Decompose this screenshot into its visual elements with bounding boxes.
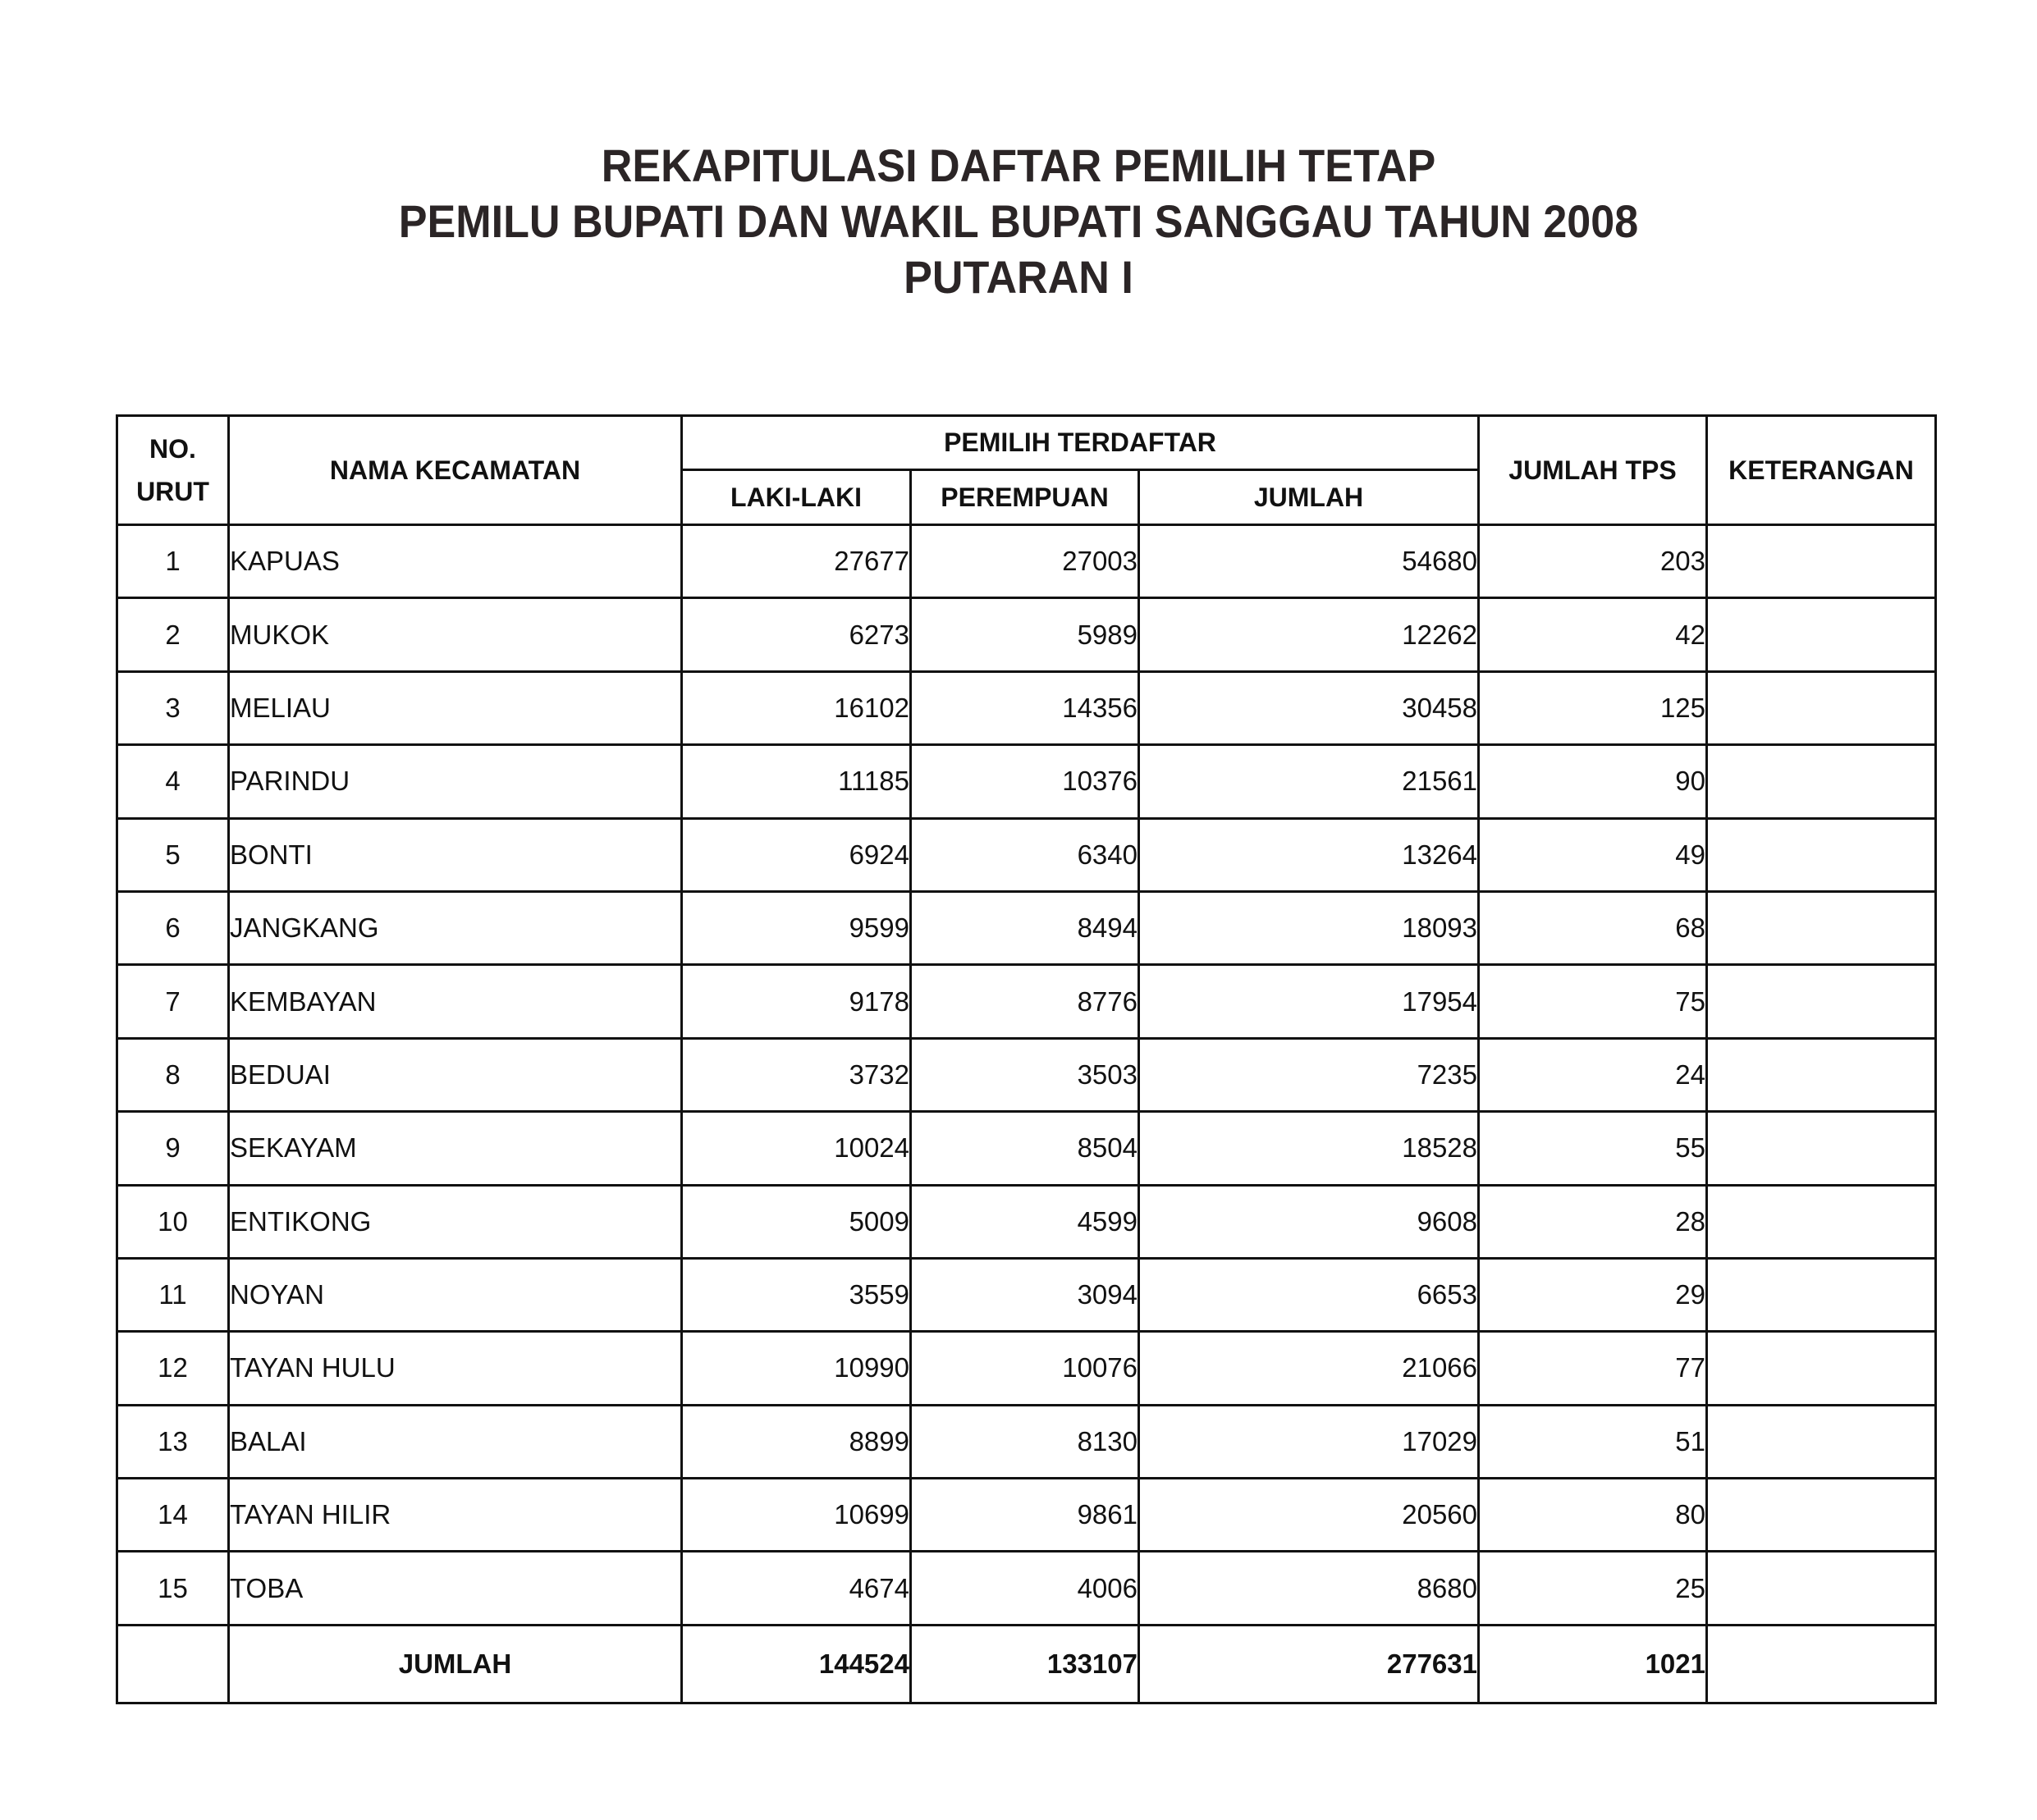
cell-laki-laki: 3559 (682, 1258, 911, 1331)
cell-no: 1 (117, 525, 229, 598)
cell-kecamatan: SEKAYAM (229, 1112, 682, 1185)
cell-jumlah: 17029 (1139, 1405, 1479, 1478)
cell-laki-laki: 16102 (682, 671, 911, 744)
cell-no: 9 (117, 1112, 229, 1185)
cell-no: 7 (117, 965, 229, 1038)
cell-kecamatan: NOYAN (229, 1258, 682, 1331)
cell-jumlah: 17954 (1139, 965, 1479, 1038)
total-label: JUMLAH (229, 1625, 682, 1703)
cell-kecamatan: TAYAN HILIR (229, 1479, 682, 1552)
cell-keterangan (1707, 598, 1936, 671)
total-jumlah: 277631 (1139, 1625, 1479, 1703)
cell-jumlah-tps: 25 (1479, 1552, 1707, 1625)
cell-jumlah: 13264 (1139, 818, 1479, 891)
table-body (117, 525, 1936, 1626)
cell-jumlah-tps: 42 (1479, 598, 1707, 671)
table-row (117, 1112, 1936, 1185)
cell-perempuan: 10076 (911, 1332, 1139, 1405)
cell-no: 5 (117, 818, 229, 891)
cell-perempuan: 4006 (911, 1552, 1139, 1625)
table-header (117, 416, 1936, 525)
cell-kecamatan: BALAI (229, 1405, 682, 1478)
cell-keterangan (1707, 745, 1936, 818)
cell-laki-laki: 5009 (682, 1185, 911, 1258)
cell-jumlah: 6653 (1139, 1258, 1479, 1331)
table-row (117, 745, 1936, 818)
cell-no: 8 (117, 1038, 229, 1111)
table-row (117, 598, 1936, 671)
cell-jumlah: 7235 (1139, 1038, 1479, 1111)
total-no-cell (117, 1625, 229, 1703)
cell-jumlah: 21561 (1139, 745, 1479, 818)
cell-laki-laki: 27677 (682, 525, 911, 598)
cell-kecamatan: ENTIKONG (229, 1185, 682, 1258)
cell-perempuan: 3503 (911, 1038, 1139, 1111)
table-row (117, 1185, 1936, 1258)
cell-jumlah-tps: 24 (1479, 1038, 1707, 1111)
cell-kecamatan: KAPUAS (229, 525, 682, 598)
cell-kecamatan: MELIAU (229, 671, 682, 744)
table-row (117, 1332, 1936, 1405)
table-row (117, 525, 1936, 598)
cell-keterangan (1707, 1332, 1936, 1405)
cell-no: 12 (117, 1332, 229, 1405)
cell-jumlah: 9608 (1139, 1185, 1479, 1258)
table-row (117, 671, 1936, 744)
cell-laki-laki: 10699 (682, 1479, 911, 1552)
total-row (117, 1625, 1936, 1703)
cell-kecamatan: JANGKANG (229, 891, 682, 964)
cell-perempuan: 9861 (911, 1479, 1139, 1552)
cell-no: 14 (117, 1479, 229, 1552)
header-pemilih-terdaftar: PEMILIH TERDAFTAR (682, 416, 1479, 470)
table-row (117, 965, 1936, 1038)
cell-laki-laki: 3732 (682, 1038, 911, 1111)
cell-laki-laki: 6273 (682, 598, 911, 671)
cell-no: 3 (117, 671, 229, 744)
table-row (117, 891, 1936, 964)
cell-laki-laki: 11185 (682, 745, 911, 818)
cell-perempuan: 6340 (911, 818, 1139, 891)
header-laki-laki: LAKI-LAKI (682, 470, 911, 525)
table-row (117, 1405, 1936, 1478)
cell-keterangan (1707, 1258, 1936, 1331)
table-row (117, 1552, 1936, 1625)
title-line-2: PEMILU BUPATI DAN WAKIL BUPATI SANGGAU TAHUN 2008 (398, 195, 1639, 247)
cell-laki-laki: 6924 (682, 818, 911, 891)
cell-keterangan (1707, 1405, 1936, 1478)
cell-keterangan (1707, 965, 1936, 1038)
cell-no: 11 (117, 1258, 229, 1331)
cell-laki-laki: 9178 (682, 965, 911, 1038)
cell-kecamatan: BEDUAI (229, 1038, 682, 1111)
cell-perempuan: 5989 (911, 598, 1139, 671)
total-perempuan: 133107 (911, 1625, 1139, 1703)
cell-keterangan (1707, 1185, 1936, 1258)
cell-no: 13 (117, 1405, 229, 1478)
cell-no: 15 (117, 1552, 229, 1625)
cell-kecamatan: BONTI (229, 818, 682, 891)
cell-laki-laki: 8899 (682, 1405, 911, 1478)
cell-perempuan: 27003 (911, 525, 1139, 598)
cell-keterangan (1707, 1479, 1936, 1552)
table-row (117, 1479, 1936, 1552)
cell-jumlah: 54680 (1139, 525, 1479, 598)
cell-laki-laki: 10024 (682, 1112, 911, 1185)
voter-recap-table (116, 414, 1937, 1704)
cell-jumlah: 12262 (1139, 598, 1479, 671)
cell-keterangan (1707, 891, 1936, 964)
cell-jumlah-tps: 75 (1479, 965, 1707, 1038)
header-nama-kecamatan: NAMA KECAMATAN (229, 416, 682, 525)
cell-jumlah: 8680 (1139, 1552, 1479, 1625)
total-jumlah-tps: 1021 (1479, 1625, 1707, 1703)
cell-jumlah-tps: 68 (1479, 891, 1707, 964)
cell-perempuan: 8130 (911, 1405, 1139, 1478)
header-perempuan: PEREMPUAN (911, 470, 1139, 525)
cell-jumlah: 20560 (1139, 1479, 1479, 1552)
title-line-3: PUTARAN I (904, 251, 1133, 303)
cell-jumlah-tps: 203 (1479, 525, 1707, 598)
title-line-1: REKAPITULASI DAFTAR PEMILIH TETAP (601, 139, 1436, 191)
header-jumlah-tps: JUMLAH TPS (1479, 416, 1707, 525)
cell-jumlah-tps: 90 (1479, 745, 1707, 818)
cell-perempuan: 10376 (911, 745, 1139, 818)
cell-keterangan (1707, 818, 1936, 891)
cell-perempuan: 8504 (911, 1112, 1139, 1185)
header-no-urut (117, 416, 229, 525)
document-title (0, 138, 2037, 305)
header-no-line1: NO. (149, 434, 196, 464)
cell-kecamatan: TOBA (229, 1552, 682, 1625)
cell-jumlah-tps: 28 (1479, 1185, 1707, 1258)
total-laki-laki: 144524 (682, 1625, 911, 1703)
cell-kecamatan: MUKOK (229, 598, 682, 671)
cell-keterangan (1707, 1038, 1936, 1111)
cell-jumlah-tps: 49 (1479, 818, 1707, 891)
cell-keterangan (1707, 1112, 1936, 1185)
table-row (117, 1038, 1936, 1111)
cell-perempuan: 8494 (911, 891, 1139, 964)
cell-keterangan (1707, 1552, 1936, 1625)
header-no-line2: URUT (136, 477, 209, 506)
cell-no: 6 (117, 891, 229, 964)
cell-perempuan: 4599 (911, 1185, 1139, 1258)
cell-jumlah-tps: 80 (1479, 1479, 1707, 1552)
cell-jumlah-tps: 77 (1479, 1332, 1707, 1405)
cell-perempuan: 14356 (911, 671, 1139, 744)
cell-kecamatan: KEMBAYAN (229, 965, 682, 1038)
table-row (117, 1258, 1936, 1331)
total-keterangan (1707, 1625, 1936, 1703)
cell-laki-laki: 10990 (682, 1332, 911, 1405)
cell-keterangan (1707, 671, 1936, 744)
table-row (117, 818, 1936, 891)
header-jumlah: JUMLAH (1139, 470, 1479, 525)
cell-laki-laki: 4674 (682, 1552, 911, 1625)
cell-keterangan (1707, 525, 1936, 598)
cell-perempuan: 3094 (911, 1258, 1139, 1331)
cell-kecamatan: TAYAN HULU (229, 1332, 682, 1405)
cell-jumlah: 30458 (1139, 671, 1479, 744)
header-keterangan: KETERANGAN (1707, 416, 1936, 525)
cell-jumlah-tps: 51 (1479, 1405, 1707, 1478)
cell-jumlah-tps: 29 (1479, 1258, 1707, 1331)
cell-jumlah: 21066 (1139, 1332, 1479, 1405)
cell-jumlah: 18528 (1139, 1112, 1479, 1185)
cell-kecamatan: PARINDU (229, 745, 682, 818)
cell-jumlah: 18093 (1139, 891, 1479, 964)
cell-no: 4 (117, 745, 229, 818)
cell-jumlah-tps: 55 (1479, 1112, 1707, 1185)
cell-jumlah-tps: 125 (1479, 671, 1707, 744)
cell-no: 2 (117, 598, 229, 671)
cell-perempuan: 8776 (911, 965, 1139, 1038)
cell-laki-laki: 9599 (682, 891, 911, 964)
cell-no: 10 (117, 1185, 229, 1258)
